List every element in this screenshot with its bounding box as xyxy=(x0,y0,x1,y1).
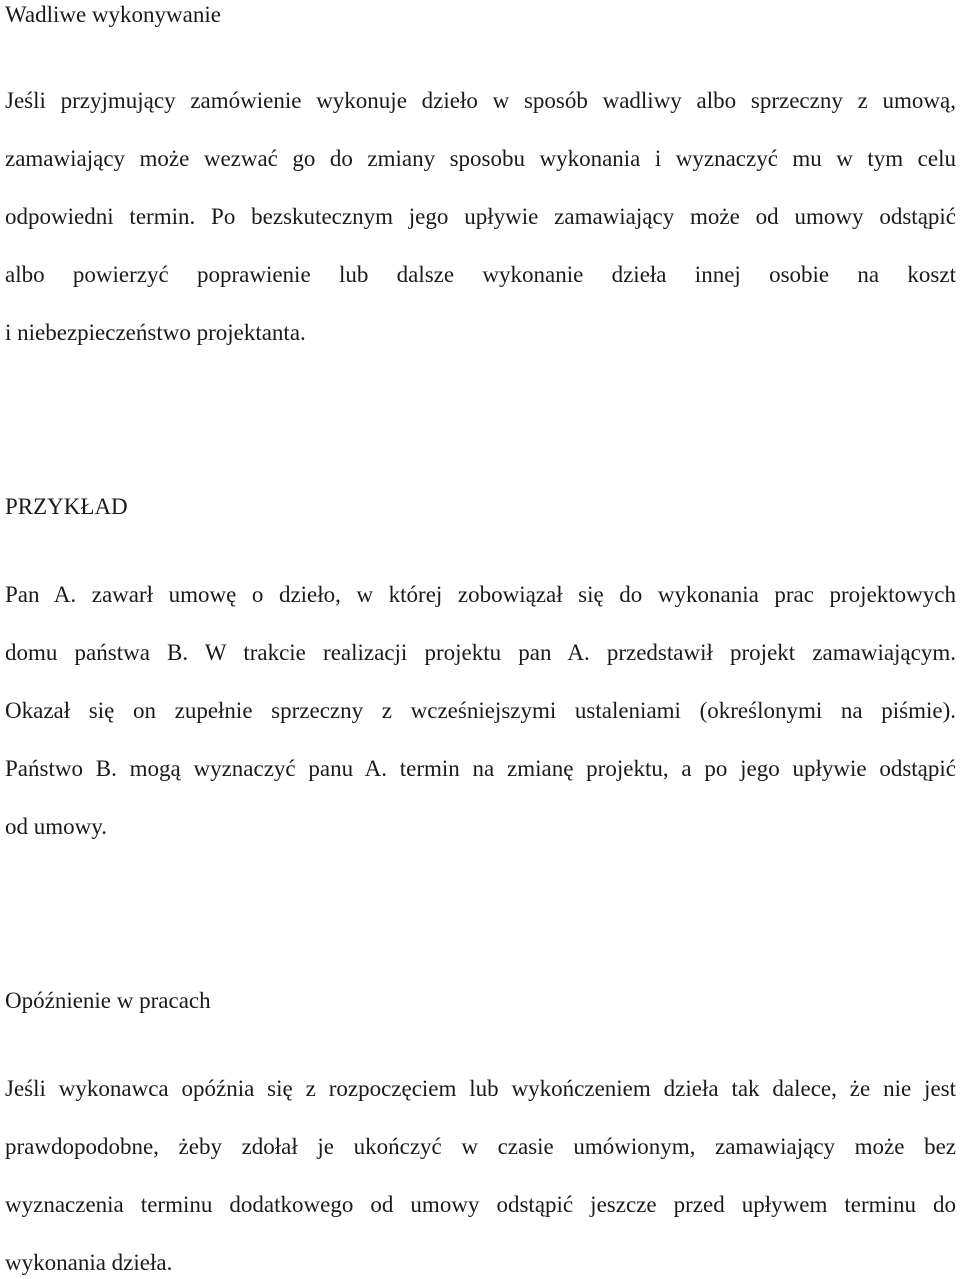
paragraph-line: wyznaczenia terminu dodatkowego od umowy odstąpić jeszcze przed upływem terminu do xyxy=(5,1192,956,1217)
paragraph-line: od umowy. xyxy=(5,814,108,839)
paragraph-line: albo powierzyć poprawienie lub dalsze wykonanie dzieła innej osobie na koszt xyxy=(5,262,956,287)
example-heading: PRZYKŁAD xyxy=(5,494,128,519)
paragraph-line: zamawiający może wezwać go do zmiany sposobu wykonania i wyznaczyć mu w tym celu xyxy=(5,146,956,171)
section-heading-defective-performance: Wadliwe wykonywanie xyxy=(5,2,221,27)
paragraph-line: prawdopodobne, żeby zdołał je ukończyć w czasie umówionym, zamawiający może bez xyxy=(5,1134,956,1159)
paragraph-line: Okazał się on zupełnie sprzeczny z wcześniejszymi ustaleniami (określonymi na piśmie). xyxy=(5,698,956,723)
paragraph-line: i niebezpieczeństwo projektanta. xyxy=(5,320,306,345)
paragraph-line: domu państwa B. W trakcie realizacji projektu pan A. przedstawił projekt zamawiającym. xyxy=(5,640,956,665)
paragraph-line: Państwo B. mogą wyznaczyć panu A. termin na zmianę projektu, a po jego upływie odstąpić xyxy=(5,756,956,781)
paragraph-line: Jeśli przyjmujący zamówienie wykonuje dzieło w sposób wadliwy albo sprzeczny z umową, xyxy=(5,88,956,113)
paragraph-line: odpowiedni termin. Po bezskutecznym jego upływie zamawiający może od umowy odstąpić xyxy=(5,204,956,229)
paragraph-line: Pan A. zawarł umowę o dzieło, w której zobowiązał się do wykonania prac projektowych xyxy=(5,582,956,607)
paragraph-line: wykonania dzieła. xyxy=(5,1250,173,1275)
section-heading-delay: Opóźnienie w pracach xyxy=(5,988,211,1013)
paragraph-line: Jeśli wykonawca opóźnia się z rozpoczęciem lub wykończeniem dzieła tak dalece, że nie jest xyxy=(5,1076,956,1101)
